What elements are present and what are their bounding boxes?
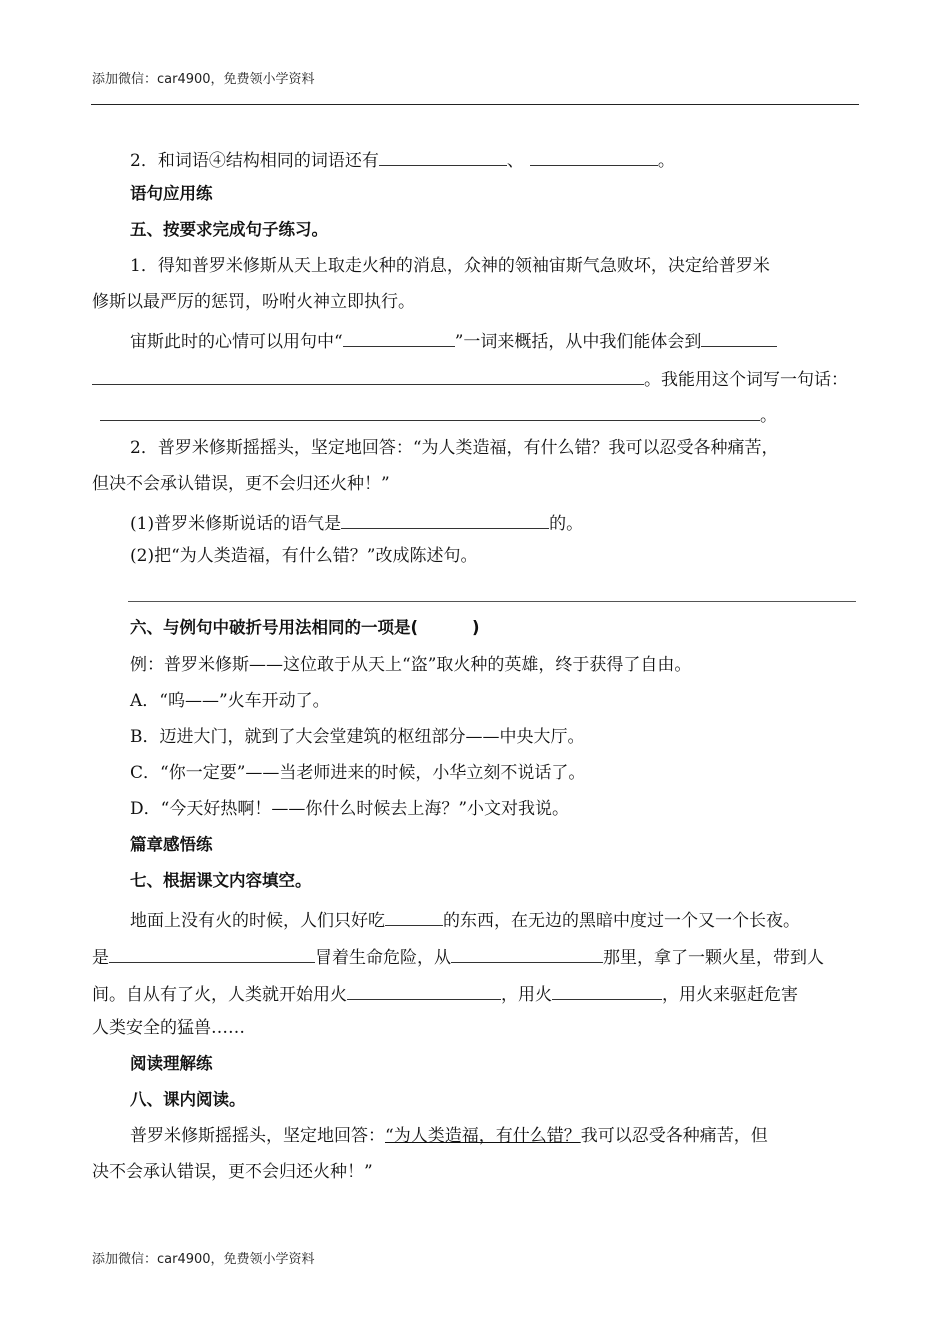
q7-line2-c: 那里，拿了一颗火星，带到人 <box>603 948 824 969</box>
q6-option-a[interactable]: A．“呜——”火车开动了。 <box>130 691 330 711</box>
q7-line3-a: 间。自从有了火，人类就开始用火 <box>92 985 347 1006</box>
q5-s1-sentence-line <box>100 404 777 425</box>
q6-option-d[interactable]: D．“今天好热啊！——你什么时候去上海？”小文对我说。 <box>130 799 570 819</box>
q5-s1-question-cont <box>92 368 848 389</box>
q7-line3 <box>92 983 798 1004</box>
q5-s1-line1: 1．得知普罗米修斯从天上取走火种的消息，众神的领袖宙斯气急败坏，决定给普罗米 <box>130 256 770 276</box>
q8-title: 八、课内阅读。 <box>130 1090 246 1109</box>
q7-line2-b: 冒着生命危险，从 <box>315 948 451 969</box>
q5-s2-sub1 <box>130 512 583 533</box>
q7-line1 <box>130 909 800 930</box>
section-heading-reading: 阅读理解练 <box>130 1054 213 1073</box>
answer-blank[interactable] <box>385 909 443 926</box>
answer-blank[interactable] <box>100 404 760 421</box>
q8-passage-line2: 决不会承认错误，更不会归还火种！” <box>92 1162 373 1182</box>
q7-line1-b: 的东西，在无边的黑暗中度过一个又一个长夜。 <box>443 911 800 932</box>
q5-s2-sub1-a: (1)普罗米修斯说话的语气是 <box>130 514 342 535</box>
q7-line1-a: 地面上没有火的时候，人们只好吃 <box>130 911 385 932</box>
header-note: 添加微信：car4900，免费领小学资料 <box>92 72 315 87</box>
q7-title: 七、根据课文内容填空。 <box>130 871 312 890</box>
q5-s1-question-a: 宙斯此时的心情可以用句中“ <box>130 332 343 353</box>
separator: 、 <box>506 151 524 172</box>
q6-title <box>130 620 480 637</box>
q5-s2-line2: 但决不会承认错误，更不会归还火种！” <box>92 474 390 494</box>
answer-blank[interactable] <box>92 368 644 385</box>
q4-item2 <box>130 149 675 170</box>
q6-option-b[interactable]: B．迈进大门，就到了大会堂建筑的枢纽部分——中央大厅。 <box>130 727 585 747</box>
q8-passage-b: 我可以忍受各种痛苦，但 <box>580 1126 768 1146</box>
answer-blank[interactable] <box>341 512 549 529</box>
q6-example: 例：普罗米修斯——这位敢于从天上“盗”取火种的英雄，终于获得了自由。 <box>130 655 692 675</box>
section-heading-sentence: 语句应用练 <box>130 184 213 203</box>
q6-title-text: 六、与例句中破折号用法相同的一项是( <box>130 618 419 637</box>
q7-line3-b: ，用火 <box>501 985 552 1006</box>
q5-s2-sub2: (2)把“为人类造福，有什么错？”改成陈述句。 <box>130 546 478 566</box>
footer-note: 添加微信：car4900，免费领小学资料 <box>92 1252 315 1267</box>
q8-underlined-sentence: “为人类造福，有什么错？ <box>385 1126 581 1146</box>
q8-passage-line1 <box>130 1128 768 1145</box>
answer-blank[interactable] <box>347 983 501 1000</box>
q7-line4: 人类安全的猛兽…… <box>92 1018 245 1038</box>
answer-blank[interactable] <box>109 946 315 963</box>
answer-blank[interactable] <box>379 149 507 166</box>
answer-blank[interactable] <box>530 149 658 166</box>
q5-s1-question-b: ”一词来概括，从中我们能体会到 <box>454 332 702 353</box>
header-divider <box>91 104 859 105</box>
q5-s2-sub1-b: 的。 <box>549 514 584 535</box>
q5-title: 五、按要求完成句子练习。 <box>130 220 328 239</box>
q6-option-c[interactable]: C．“你一定要”——当老师进来的时候，小华立刻不说话了。 <box>130 763 586 783</box>
answer-blank[interactable] <box>701 330 777 347</box>
q7-line2 <box>92 946 824 967</box>
section-heading-passage: 篇章感悟练 <box>130 835 213 854</box>
answer-line[interactable] <box>128 601 856 602</box>
answer-blank[interactable] <box>451 946 603 963</box>
q7-line3-c: ，用火来驱赶危害 <box>662 985 798 1006</box>
period: 。 <box>760 406 777 427</box>
answer-blank[interactable] <box>552 983 662 1000</box>
q6-title-end: ) <box>472 618 480 637</box>
q5-s2-line1: 2．普罗米修斯摇摇头，坚定地回答：“为人类造福，有什么错？我可以忍受各种痛苦， <box>130 438 779 458</box>
q5-s1-question-c: 。我能用这个词写一句话： <box>644 370 848 391</box>
period: 。 <box>657 151 675 172</box>
q8-passage-a: 普罗米修斯摇摇头，坚定地回答： <box>130 1126 385 1146</box>
q5-s1-line2: 修斯以最严厉的惩罚，吩咐火神立即执行。 <box>92 292 415 312</box>
answer-blank[interactable] <box>343 330 455 347</box>
q7-line2-a: 是 <box>92 948 109 969</box>
q5-s1-question <box>130 330 777 351</box>
q4-item2-text: 2．和词语④结构相同的词语还有 <box>130 151 379 172</box>
